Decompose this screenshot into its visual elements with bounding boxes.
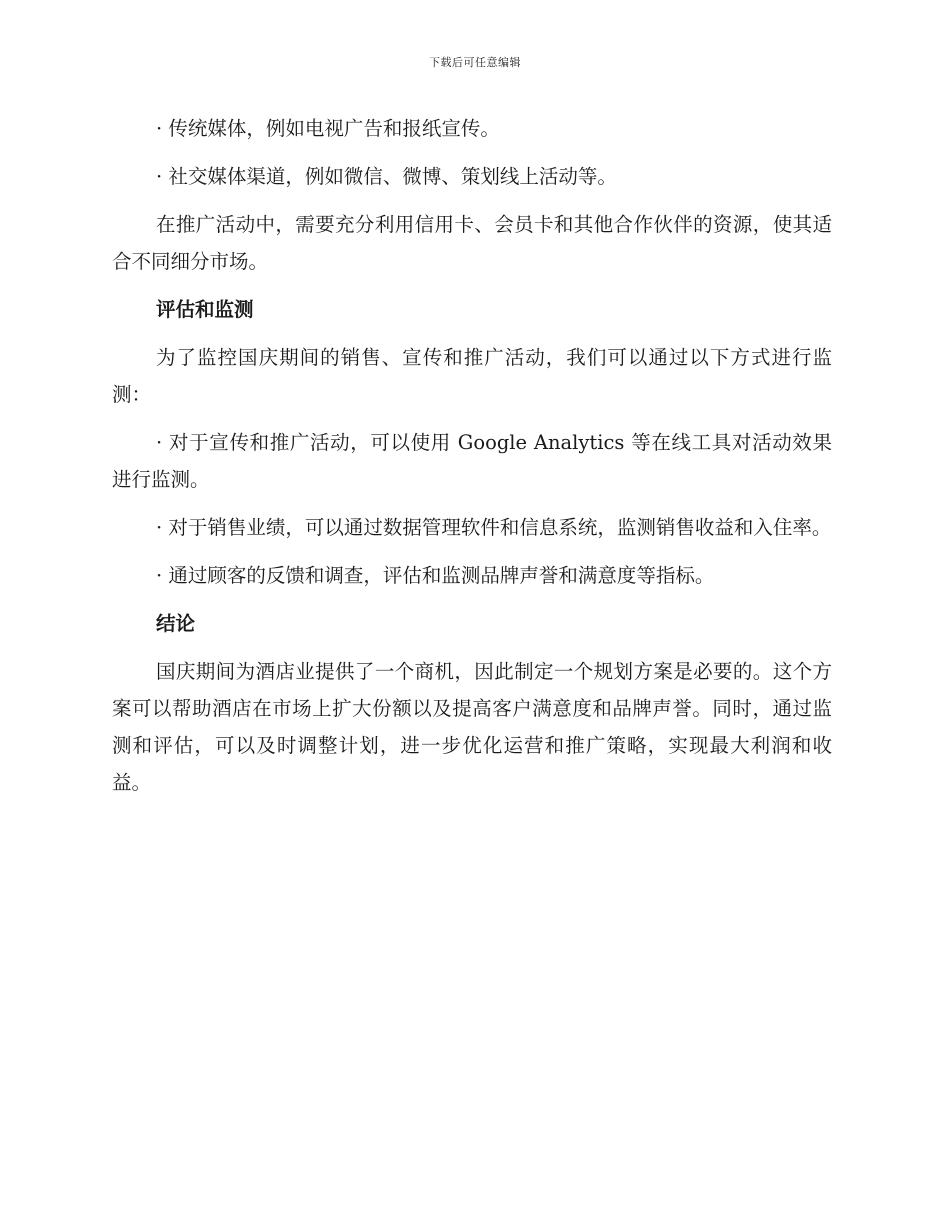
paragraph-conclusion: 国庆期间为酒店业提供了一个商机，因此制定一个规划方案是必要的。这个方案可以帮助酒店在市场上扩大份额以及提高客户满意度和品牌声誉。同时，通过监测和评估，可以及时调整计划，进一步优化运营和推广策略，实现最大利润和收益。 [112, 660, 832, 794]
document-body [112, 110, 832, 812]
paragraph-monitoring-intro: 为了监控国庆期间的销售、宣传和推广活动，我们可以通过以下方式进行监测： [112, 346, 832, 406]
bullet-traditional-media: · 传统媒体，例如电视广告和报纸宣传。 [156, 117, 500, 140]
bullet-google-analytics: · 对于宣传和推广活动，可以使用 Google Analytics 等在线工具对活动效果进行监测。 [112, 431, 832, 491]
bullet-social-media: · 社交媒体渠道，例如微信、微博、策划线上活动等。 [156, 165, 617, 188]
section-heading-evaluation: 评估和监测 [156, 298, 254, 321]
bullet-sales-performance: · 对于销售业绩，可以通过数据管理软件和信息系统，监测销售收益和入住率。 [156, 516, 832, 539]
bullet-customer-feedback: · 通过顾客的反馈和调查，评估和监测品牌声誉和满意度等指标。 [156, 564, 715, 587]
page-header-note: 下载后可任意编辑 [429, 56, 521, 69]
section-heading-conclusion: 结论 [156, 612, 196, 635]
paragraph-promotion-resources: 在推广活动中，需要充分利用信用卡、会员卡和其他合作伙伴的资源，使其适合不同细分市场。 [112, 213, 832, 273]
